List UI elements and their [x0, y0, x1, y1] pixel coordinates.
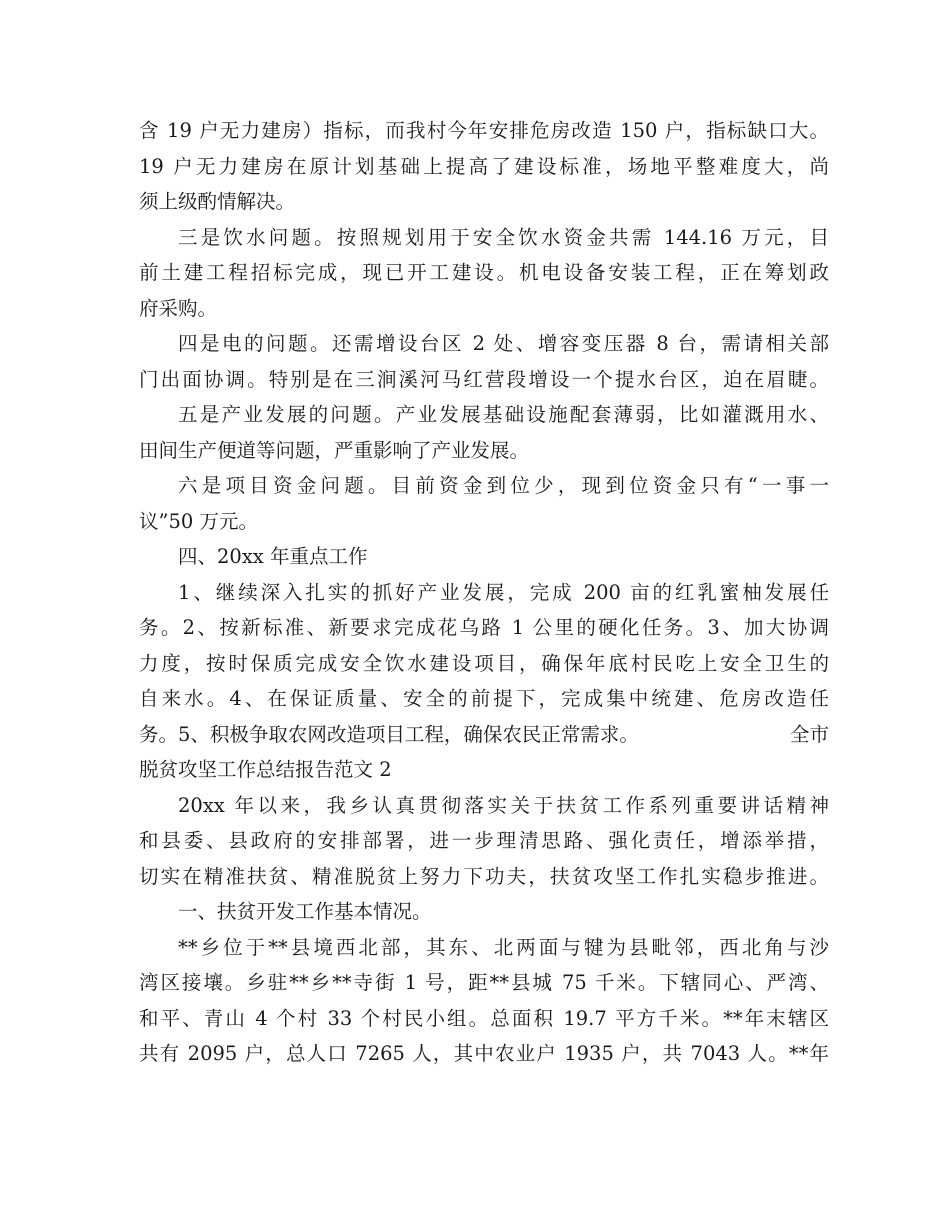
- text-line: 19 户无力建房在原计划基础上提高了建设标准，场地平整难度大，尚: [139, 154, 829, 178]
- text-line: 湾区接壤。乡驻**乡**寺街 1 号，距**县城 75 千米。下辖同心、严湾、: [139, 971, 829, 994]
- document-body: [139, 113, 829, 1072]
- text-line: 府采购。: [139, 296, 218, 320]
- text-fragment: 务。5、积极争取农网改造项目工程，确保农民正常需求。: [139, 722, 639, 746]
- text-line: 门出面协调。特别是在三涧溪河马红营段增设一个提水台区，迫在眉睫。: [139, 367, 829, 391]
- text-line: 切实在精准扶贫、精准脱贫上努力下功夫，扶贫攻坚工作扎实稳步推进。: [139, 864, 829, 888]
- text-line: 含 19 户无力建房）指标，而我村今年安排危房改造 150 户，指标缺口大。: [139, 119, 829, 142]
- text-line: 1、继续深入扎实的抓好产业发展，完成 200 亩的红乳蜜柚发展任: [178, 580, 829, 604]
- text-line: 六是项目资金问题。目前资金到位少，现到位资金只有“一事一: [178, 474, 829, 497]
- text-line: [139, 717, 829, 753]
- text-line: 四是电的问题。还需增设台区 2 处、增容变压器 8 台，需请相关部: [178, 332, 829, 355]
- text-line: 须上级酌情解决。: [139, 190, 296, 213]
- text-line: 三是饮水问题。按照规划用于安全饮水资金共需 144.16 万元，目: [178, 225, 829, 249]
- text-line: 田间生产便道等问题，严重影响了产业发展。: [139, 438, 530, 462]
- report-title-line: 脱贫攻坚工作总结报告范文 2: [139, 758, 392, 781]
- text-line: 务。2、按新标准、新要求完成花乌路 1 公里的硬化任务。3、加大协调: [139, 616, 829, 639]
- section-heading: 四、20xx 年重点工作: [178, 545, 368, 568]
- text-line: 和县委、县政府的安排部署，进一步理清思路、强化责任，增添举措，: [139, 829, 829, 852]
- text-line: **乡位于**县境西北部，其东、北两面与犍为县毗邻，西北角与沙: [178, 935, 829, 959]
- text-line: 20xx 年以来，我乡认真贯彻落实关于扶贫工作系列重要讲话精神: [178, 793, 829, 817]
- text-line: 前土建工程招标完成，现已开工建设。机电设备安装工程，正在筹划政: [139, 261, 829, 284]
- text-line: 五是产业发展的问题。产业发展基础设施配套薄弱，比如灌溉用水、: [178, 403, 829, 426]
- text-line: 共有 2095 户，总人口 7265 人，其中农业户 1935 户，共 7043 人。**年: [139, 1042, 829, 1065]
- text-line: 力度，按时保质完成安全饮水建设项目，确保年底村民吃上安全卫生的: [139, 651, 829, 675]
- text-line: 自来水。4、在保证质量、安全的前提下，完成集中统建、危房改造任: [139, 687, 829, 710]
- text-line: 和平、青山 4 个村 33 个村民小组。总面积 19.7 平方千米。**年末辖区: [139, 1006, 829, 1030]
- section-heading: 一、扶贫开发工作基本情况。: [178, 900, 432, 923]
- text-fragment: 全市: [789, 722, 829, 746]
- text-line: 议”50 万元。: [139, 509, 258, 533]
